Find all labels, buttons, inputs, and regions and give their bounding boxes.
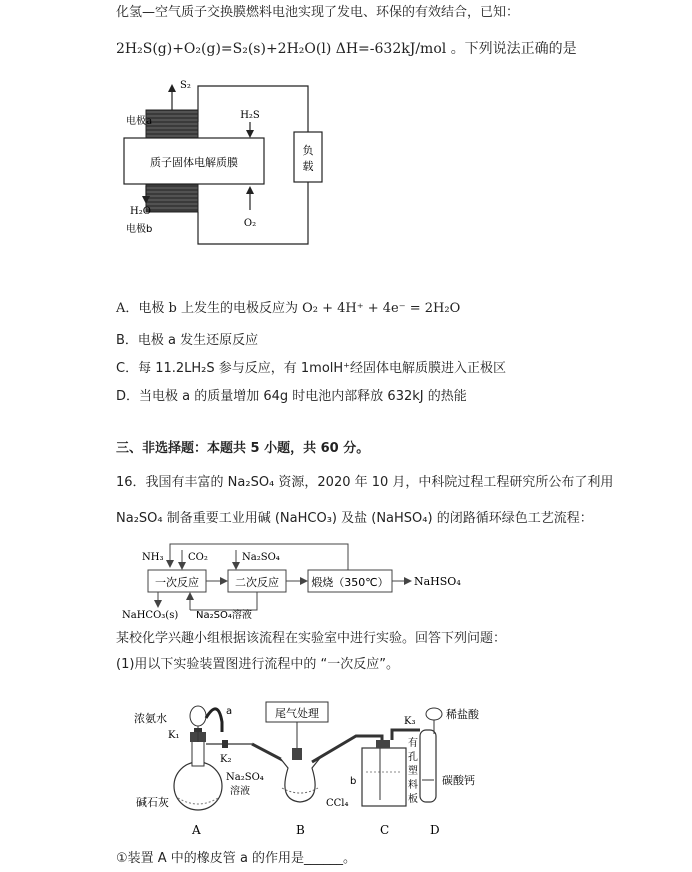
bottle-c xyxy=(362,740,406,806)
label-b: B xyxy=(296,823,305,837)
plate-char-4: 料 xyxy=(408,780,418,791)
plate-char-2: 孔 xyxy=(408,752,418,763)
q16-line-1: 16．我国有丰富的 Na₂SO₄ 资源，2020 年 10 月，中科院过程工程研究所公布了利用 xyxy=(116,475,614,490)
solution-label: 溶液 xyxy=(230,786,250,797)
option-b: B．电极 a 发生还原反应 xyxy=(116,333,259,348)
o2-label: O₂ xyxy=(243,218,257,229)
h2s-label: H₂S xyxy=(240,110,260,121)
ccl4-label: CCl₄ xyxy=(326,798,349,809)
electrode-a xyxy=(146,110,198,138)
plate-char-3: 塑 xyxy=(408,766,418,777)
load-label-1: 负 xyxy=(302,144,314,157)
process-flow-diagram xyxy=(118,540,498,620)
plate-char-1: 有 xyxy=(408,738,418,749)
step3-label: 煅烧（350℃） xyxy=(311,576,389,589)
label-a: A xyxy=(192,823,201,837)
na2so4-sol-label: Na₂SO₄溶液 xyxy=(196,610,252,620)
label-d: D xyxy=(430,823,440,837)
soda-lime-label: 碱石灰 xyxy=(136,796,169,809)
step1-label: 一次反应 xyxy=(155,576,199,589)
h2o-label: H₂O xyxy=(130,206,151,217)
tail-gas-label: 尾气处理 xyxy=(275,707,319,720)
step2-label: 二次反应 xyxy=(235,576,279,589)
na2so4-in-label: Na₂SO₄ xyxy=(242,552,280,563)
k1-label: K₁ xyxy=(168,730,180,741)
intro-line: 化氢—空气质子交换膜燃料电池实现了发电、环保的有效结合，已知： xyxy=(116,5,520,20)
product-label: NaHSO₄ xyxy=(414,575,461,588)
nahco3-label: NaHCO₃(s) xyxy=(122,610,179,620)
co2-label: CO₂ xyxy=(188,552,208,563)
na2so4-label: Na₂SO₄ xyxy=(226,772,264,783)
b-label: b xyxy=(350,776,357,787)
dilute-hcl-label: 稀盐酸 xyxy=(446,708,479,721)
apparatus-diagram xyxy=(130,688,510,838)
label-c: C xyxy=(380,823,390,837)
k3-label: K₃ xyxy=(404,716,416,727)
circuit-wire xyxy=(198,86,308,132)
k2-label: K₂ xyxy=(220,754,232,765)
tube-d xyxy=(420,708,442,802)
q16-line-2: Na₂SO₄ 制备重要工业用碱 (NaHCO₃) 及盐 (NaHSO₄) 的闭路循环绿色工艺流程： xyxy=(116,511,593,526)
membrane-label: 质子固体电解质膜 xyxy=(150,156,238,169)
tube-a-label: a xyxy=(226,706,233,717)
option-d: D．当电极 a 的质量增加 64g 时电池内部释放 632kJ 的热能 xyxy=(116,389,467,404)
electrode-b xyxy=(146,184,198,212)
load-box xyxy=(294,132,322,182)
flask-b xyxy=(280,748,320,802)
s2-label: S₂ xyxy=(180,80,191,91)
q16-text-1: 某校化学兴趣小组根据该流程在实验室中进行实验。回答下列问题： xyxy=(116,631,507,646)
q16-text-2: (1)用以下实验装置图进行流程中的 “一次反应”。 xyxy=(116,657,400,672)
electrode-b-label: 电极b xyxy=(126,224,153,235)
option-c: C．每 11.2LH₂S 参与反应，有 1molH⁺经固体电解质膜进入正极区 xyxy=(116,361,507,376)
load-label-2: 载 xyxy=(302,160,314,173)
nh3-label: NH₃ xyxy=(142,552,164,563)
conc-ammonia-label: 浓氨水 xyxy=(134,712,167,725)
option-a: A．电极 b 上发生的电极反应为 O₂ + 4H⁺ + 4e⁻ = 2H₂O xyxy=(116,301,461,316)
last-question: ①装置 A 中的橡皮管 a 的作用是______。 xyxy=(116,851,357,866)
thermo-equation: 2H₂S(g)+O₂(g)=S₂(s)+2H₂O(l) ΔH=-632kJ/mol 。下列说法正确的是 xyxy=(116,41,577,57)
section-heading: 三、非选择题：本题共 5 小题，共 60 分。 xyxy=(116,441,370,456)
plate-char-5: 板 xyxy=(408,794,418,805)
fuel-cell-diagram xyxy=(110,70,350,270)
caco3-label: 碳酸钙 xyxy=(442,774,475,787)
electrode-a-label: 电极a xyxy=(126,116,153,127)
